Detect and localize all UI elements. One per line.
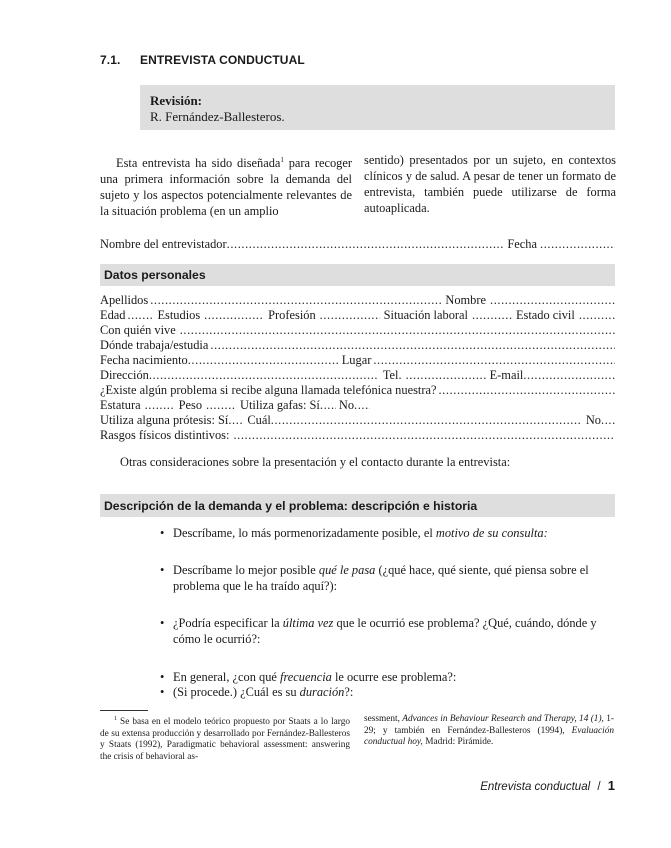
revision-author: R. Fernández-Ballesteros. xyxy=(150,109,285,124)
label-profession: Profesión xyxy=(268,308,316,322)
footnote-right-a: sessment, xyxy=(364,714,403,724)
section-number: 7.1. xyxy=(100,53,121,67)
q4-text-a: En general, ¿con qué xyxy=(173,670,280,684)
q4-emphasis: frecuencia xyxy=(280,670,332,684)
label-glasses-no: No xyxy=(338,398,355,412)
field-age[interactable] xyxy=(127,308,153,323)
field-which[interactable] xyxy=(271,413,582,428)
q3-emphasis: última vez xyxy=(282,616,334,630)
field-profession[interactable] xyxy=(320,308,380,323)
label-marital-status: Estado civil xyxy=(515,308,575,322)
label-age: Edad xyxy=(100,308,126,322)
label-phone: Tel. xyxy=(382,368,402,382)
footer-title: Entrevista conductual xyxy=(480,781,591,793)
interviewer-name-field[interactable] xyxy=(227,237,504,252)
question-last-time xyxy=(160,615,620,647)
field-glasses-yes[interactable] xyxy=(320,398,336,413)
bullet-icon: • xyxy=(160,616,165,630)
row-age-studies xyxy=(100,308,615,323)
section-title-text: ENTREVISTA CONDUCTUAL xyxy=(140,53,305,67)
field-studies[interactable] xyxy=(204,308,264,323)
field-prosthesis-no[interactable] xyxy=(601,413,615,428)
field-employment[interactable] xyxy=(472,308,512,323)
q3-text-b: que le ocurrió ese problema? ¿Qué, cuándo, dónde y cómo le ocurrió?: xyxy=(173,616,597,646)
q2-text-a: Descríbame lo mejor posible xyxy=(173,563,319,577)
footnote-ref[interactable]: 1 xyxy=(280,156,284,164)
row-features xyxy=(100,428,615,443)
field-weight[interactable] xyxy=(206,398,236,413)
row-height-weight xyxy=(100,398,615,413)
label-weight: Peso xyxy=(178,398,203,412)
label-name: Nombre xyxy=(445,293,486,307)
page-number: 1 xyxy=(607,778,615,793)
q1-emphasis: motivo de su consulta: xyxy=(435,526,548,540)
question-reason xyxy=(160,525,620,541)
footnote-book: Evaluación conductual hoy, xyxy=(364,725,614,747)
label-phone-call: ¿Existe algún problema si recibe alguna llamada telefónica nuestra? xyxy=(100,383,437,397)
footnote-left xyxy=(100,714,350,763)
bullet-icon: • xyxy=(160,526,165,540)
footnote-right-b: 1-29; y también en Fernández-Ballesteros (1994), xyxy=(364,714,614,736)
q4-text-b: le ocurre ese problema?: xyxy=(331,670,457,684)
label-prosthesis-yes: Utiliza alguna prótesis: Sí xyxy=(100,413,229,427)
field-features[interactable] xyxy=(233,428,615,443)
question-frequency xyxy=(160,669,620,685)
label-email: E-mail xyxy=(489,368,524,382)
label-work-study: Dónde trabaja/estudia xyxy=(100,338,209,352)
intro-right-column: sentido) presentados por un sujeto, en contextos clínicos y de salud. A pesar de tener un formato de entrevista, también puede utilizarse de forma autoaplicada. xyxy=(364,153,616,215)
footnote-right xyxy=(364,714,614,749)
page-footer xyxy=(480,778,615,793)
revision-heading: Revisión: xyxy=(150,93,202,108)
intro-left-column xyxy=(100,152,352,219)
demand-heading xyxy=(100,494,615,517)
label-features: Rasgos físicos distintivos: xyxy=(100,428,230,442)
field-birth-date[interactable] xyxy=(188,353,338,368)
demand-heading-text: Descripción de la demanda y el problema: descripción e historia xyxy=(104,499,478,513)
field-phone[interactable] xyxy=(406,368,486,383)
interviewer-row xyxy=(100,237,615,252)
field-glasses-no[interactable] xyxy=(354,398,370,413)
field-name[interactable] xyxy=(490,293,615,308)
row-address xyxy=(100,368,615,383)
label-height: Estatura xyxy=(100,398,141,412)
footnote-journal: Advances in Behaviour Research and Therapy, 14 (1), xyxy=(402,714,604,724)
bullet-icon: • xyxy=(160,685,165,699)
field-email[interactable] xyxy=(523,368,615,383)
field-work-study[interactable] xyxy=(210,338,615,353)
label-employment: Situación laboral xyxy=(383,308,468,322)
intro-left-text-b: para recoger una primera información sobre la demanda del sujeto y los aspectos potencialmente relevantes de la situación problema (en un amplio xyxy=(100,156,352,219)
label-lives-with: Con quién vive xyxy=(100,323,176,337)
footnote-left-text: Se basa en el modelo teórico propuesto por Staats a lo largo de su extensa producción y desarrollado por Fernández-Ballesteros y Staats (1992), Paradigmatic behavioral assessment: answering the crisis of behavioral as- xyxy=(100,717,351,762)
label-birth-place: Lugar xyxy=(341,353,372,367)
question-what-happens xyxy=(160,562,620,594)
bullet-icon: • xyxy=(160,670,165,684)
footnote-number: 1 xyxy=(114,716,117,722)
q1-text: Descríbame, lo más pormenorizadamente posible, el xyxy=(173,526,436,540)
label-studies: Estudios xyxy=(157,308,201,322)
q5-text-a: (Si procede.) ¿Cuál es su xyxy=(173,685,300,699)
date-field[interactable] xyxy=(540,237,615,252)
footer-separator: / xyxy=(597,781,601,793)
footnote-right-c: Madrid: Pirámide. xyxy=(422,737,494,747)
interviewer-name-label: Nombre del entrevistador xyxy=(100,237,227,251)
q5-emphasis: duración xyxy=(299,685,345,699)
question-duration xyxy=(160,684,620,700)
date-label: Fecha xyxy=(507,237,537,251)
footnote-rule xyxy=(100,710,148,711)
field-phone-call[interactable] xyxy=(438,383,615,398)
row-work-study xyxy=(100,338,615,353)
label-which: Cuál xyxy=(247,413,271,427)
row-phone-call xyxy=(100,383,615,398)
label-prosthesis-no: No xyxy=(585,413,601,427)
label-surname: Apellidos xyxy=(100,293,149,307)
q3-text-a: ¿Podría especificar la xyxy=(173,616,283,630)
row-surname xyxy=(100,293,615,308)
label-birth-date: Fecha nacimiento xyxy=(100,353,188,367)
field-prosthesis-yes[interactable] xyxy=(228,413,244,428)
field-marital-status[interactable] xyxy=(579,308,615,323)
field-birth-place[interactable] xyxy=(373,353,615,368)
row-lives-with xyxy=(100,323,615,338)
other-considerations: Otras consideraciones sobre la presentación y el contacto durante la entrevista: xyxy=(120,455,511,469)
label-glasses-yes: Utiliza gafas: Sí xyxy=(240,398,320,412)
bullet-icon: • xyxy=(160,563,165,577)
section-title xyxy=(100,53,305,67)
row-birth xyxy=(100,353,615,368)
row-prosthesis xyxy=(100,413,615,428)
field-address[interactable] xyxy=(149,368,379,383)
q2-emphasis: qué le pasa xyxy=(318,563,376,577)
intro-left-text-a: Esta entrevista ha sido diseñada xyxy=(116,156,281,171)
field-height[interactable] xyxy=(145,398,175,413)
field-lives-with[interactable] xyxy=(180,323,615,338)
personal-data-heading xyxy=(100,264,615,286)
personal-data-heading-text: Datos personales xyxy=(104,268,206,282)
revision-box xyxy=(140,85,615,130)
field-surname[interactable] xyxy=(150,293,441,308)
q2-text-b: (¿qué hace, qué siente, qué piensa sobre el problema que le ha traído aquí?): xyxy=(173,563,589,593)
label-address: Dirección xyxy=(100,368,149,382)
q5-text-b: ?: xyxy=(344,685,354,699)
